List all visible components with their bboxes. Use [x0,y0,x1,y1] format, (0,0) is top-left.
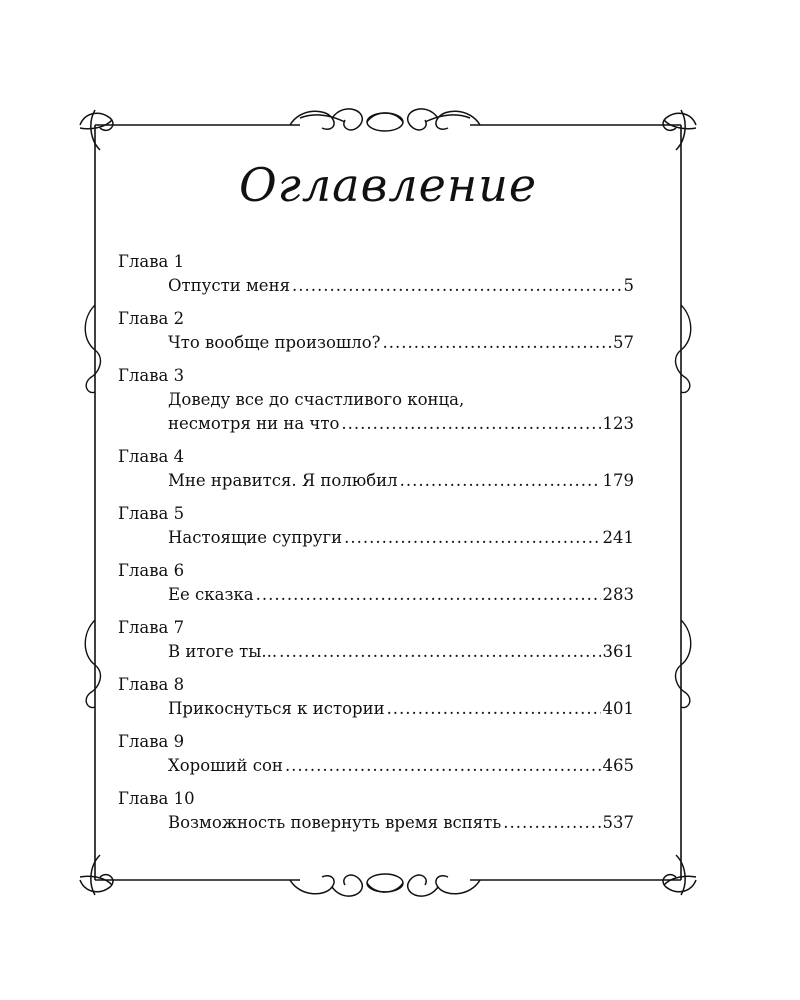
page-number: 361 [602,642,634,661]
entry-line [168,274,634,298]
chapter-label: Глава 7 [118,618,185,637]
entry-line [168,697,634,721]
entry-line [168,469,634,493]
entry-title: Мне нравится. Я полюбил [168,471,398,490]
dot-leader [503,811,600,835]
toc-chapter [118,616,634,664]
toc-entry[interactable] [168,583,634,607]
entry-line [168,754,634,778]
chapter-label: Глава 4 [118,447,185,466]
entry-line [168,331,634,355]
entry-title: Что вообще произошло? [168,333,381,352]
toc-chapter [118,730,634,778]
table-of-contents [118,250,634,844]
entry-line [168,583,634,607]
dot-leader [387,697,601,721]
top-ornament-icon [290,109,480,131]
entry-title: Отпусти меня [168,276,290,295]
chapter-label: Глава 6 [118,561,185,580]
toc-chapter [118,445,634,493]
entry-title: несмотря ни на что [168,414,340,433]
entry-line [168,526,634,550]
page-number: 465 [602,756,634,775]
chapter-label: Глава 3 [118,366,185,385]
toc-chapter [118,250,634,298]
dot-leader [279,640,600,664]
entry-line [168,811,634,835]
page-number: 401 [602,699,634,718]
entry-title-line: Доведу все до счастливого конца, [168,390,465,409]
entry-title: Прикоснуться к истории [168,699,385,718]
page-number: 57 [613,333,634,352]
page-title: Оглавление [238,158,538,212]
dot-leader [341,412,600,436]
toc-chapter [118,787,634,835]
dot-leader [292,274,622,298]
toc-chapter [118,502,634,550]
chapter-label: Глава 2 [118,309,185,328]
page-number: 283 [602,585,634,604]
dot-leader [256,583,601,607]
entry-title: Ее сказка [168,585,254,604]
toc-entry[interactable] [168,469,634,493]
entry-title: В итоге ты... [168,642,278,661]
chapter-label: Глава 5 [118,504,185,523]
entry-title: Возможность повернуть время вспять [168,813,502,832]
toc-entry[interactable] [168,640,634,664]
page-number: 179 [602,471,634,490]
page-number: 123 [602,414,634,433]
page-number: 537 [602,813,634,832]
dot-leader [383,331,611,355]
dot-leader [285,754,601,778]
toc-entry[interactable] [168,811,634,835]
entry-line [168,412,634,436]
chapter-label: Глава 8 [118,675,185,694]
entry-line [168,640,634,664]
dot-leader [344,526,600,550]
chapter-label: Глава 1 [118,252,185,271]
toc-entry[interactable] [168,526,634,550]
toc-entry[interactable] [168,388,634,436]
toc-entry[interactable] [168,697,634,721]
toc-chapter [118,673,634,721]
toc-entry[interactable] [168,274,634,298]
bottom-ornament-icon [290,874,480,896]
chapter-label: Глава 10 [118,789,195,808]
toc-chapter [118,364,634,436]
page-number: 241 [602,528,634,547]
entry-title: Хороший сон [168,756,283,775]
entry-title: Настоящие супруги [168,528,343,547]
toc-chapter [118,559,634,607]
page-number: 5 [623,276,634,295]
chapter-label: Глава 9 [118,732,185,751]
dot-leader [400,469,601,493]
toc-entry[interactable] [168,754,634,778]
toc-entry[interactable] [168,331,634,355]
toc-chapter [118,307,634,355]
